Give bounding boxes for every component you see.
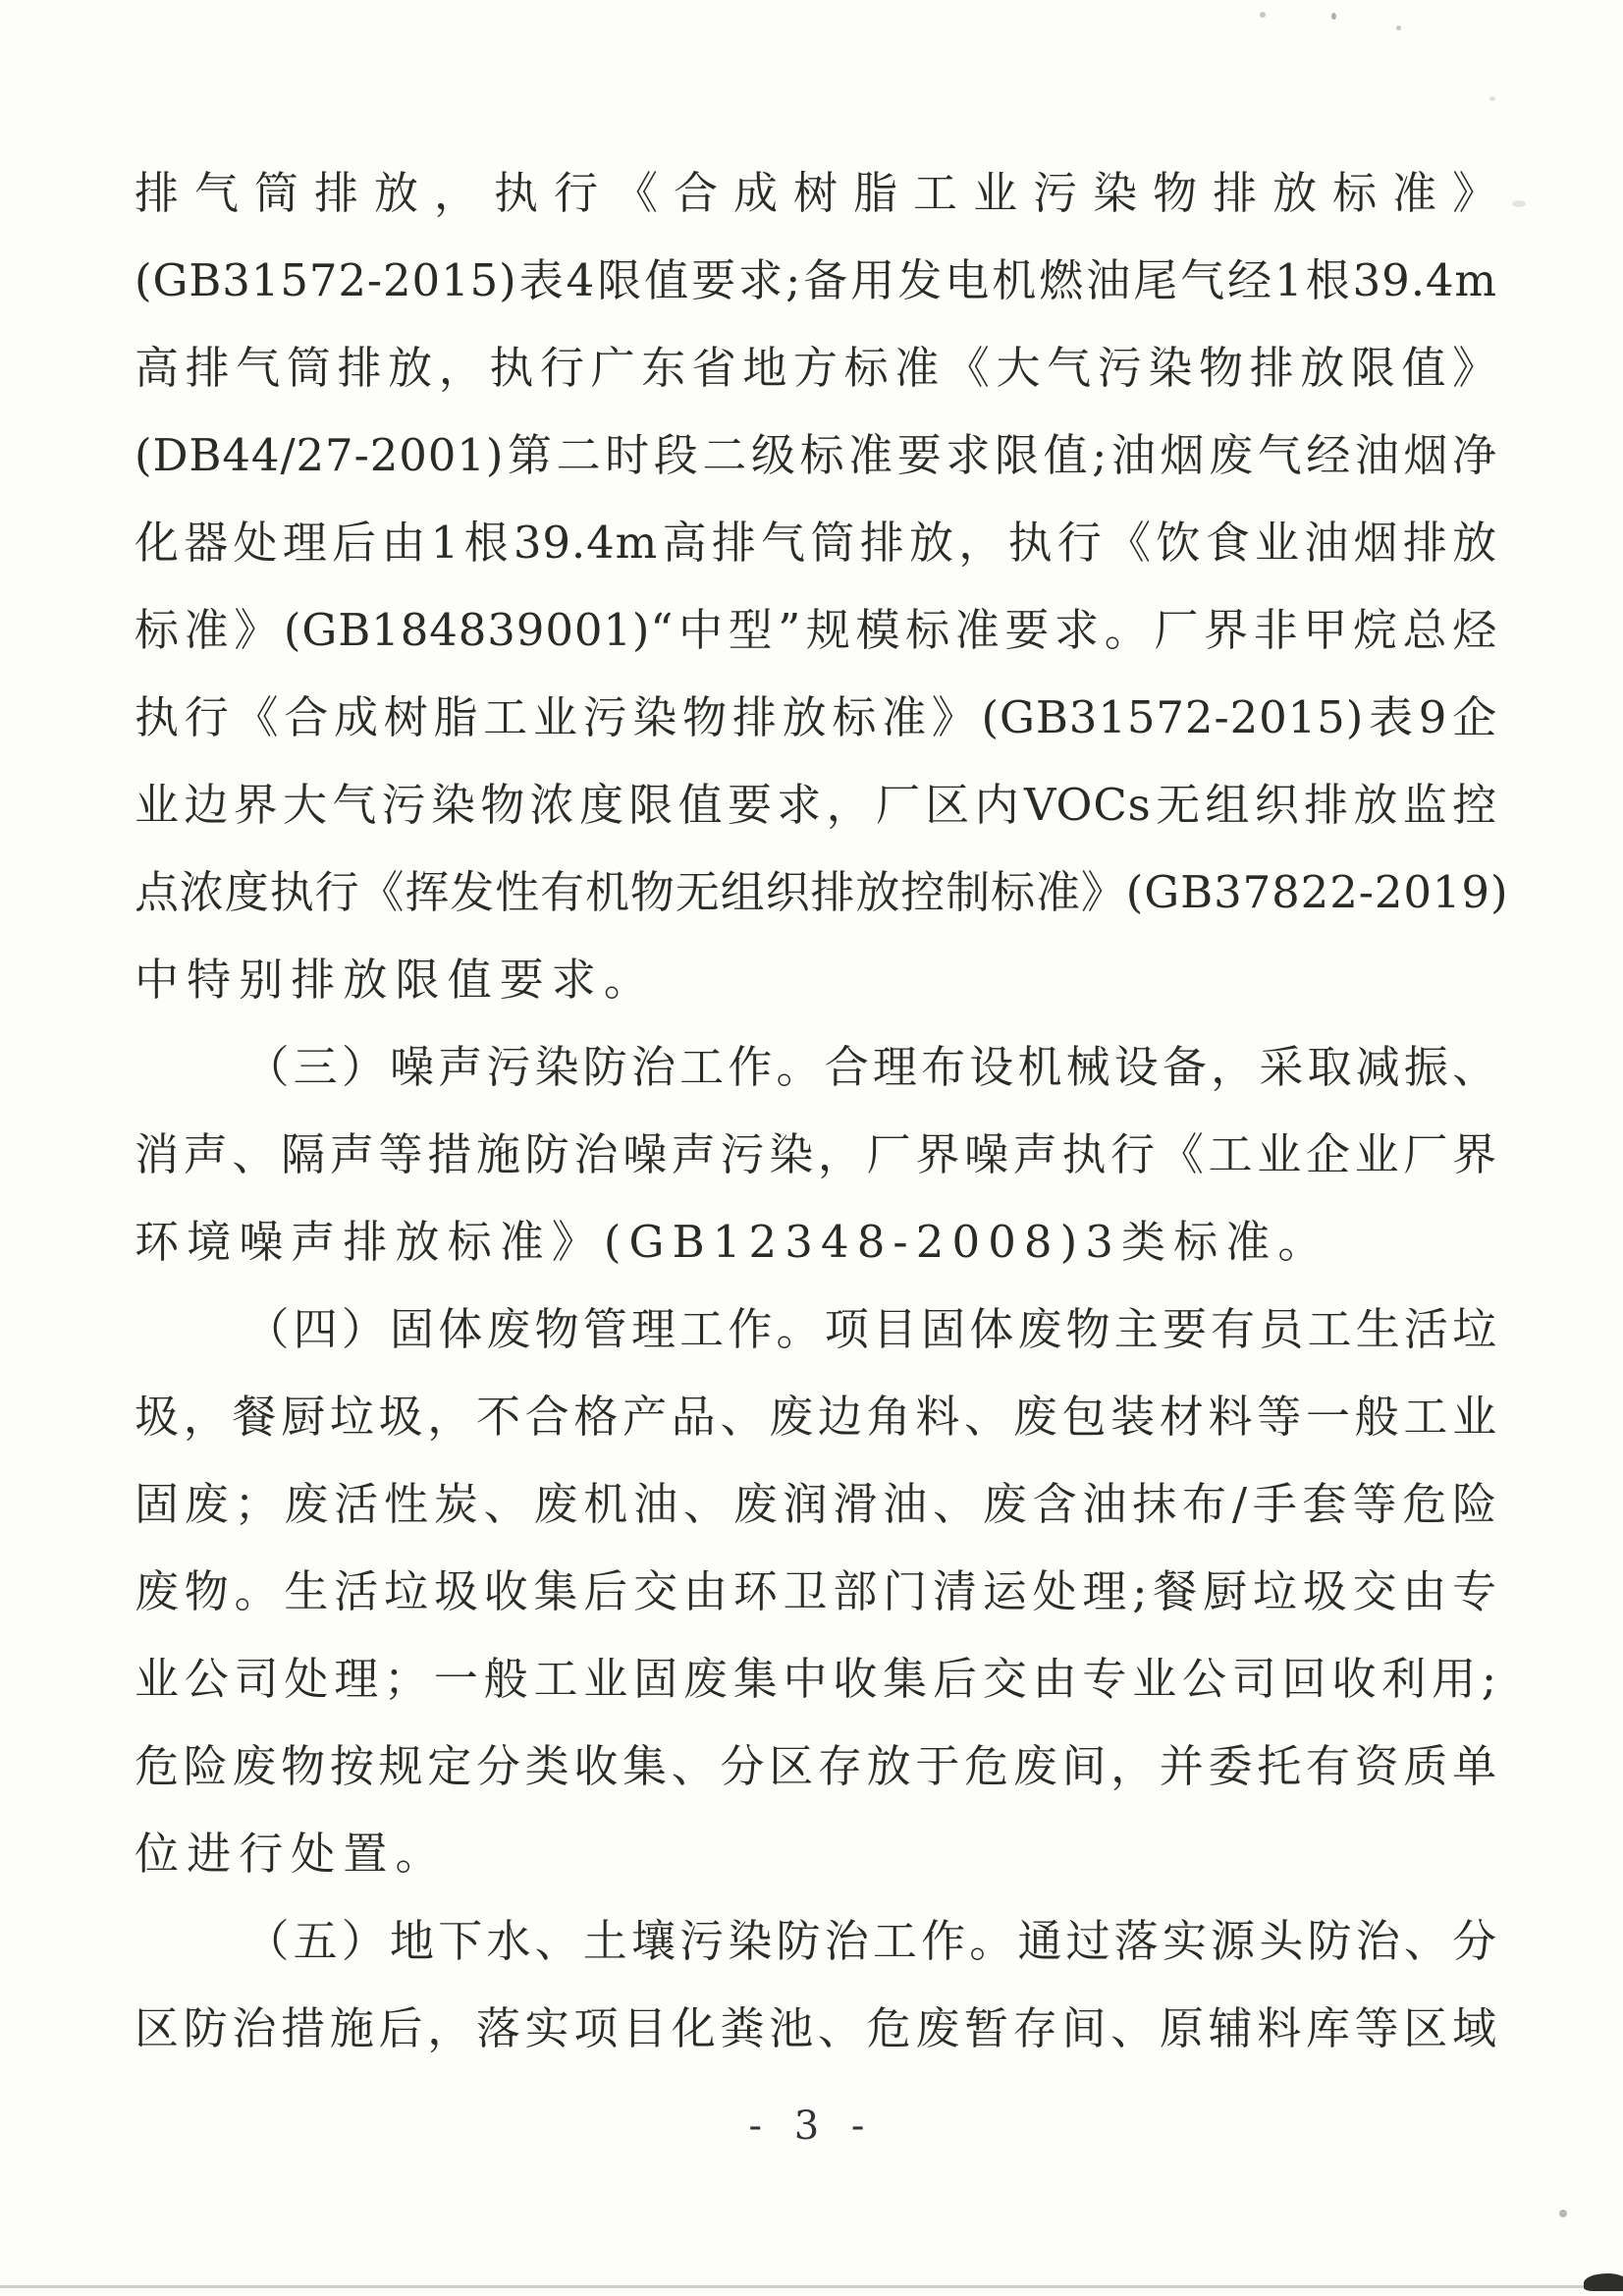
text-line: 高排气筒排放，执行广东省地方标准《大气污染物排放限值》 (135, 342, 1497, 394)
text-line: 执行《合成树脂工业污染物排放标准》(GB31572-2015)表9企 (135, 691, 1497, 743)
text-line: (DB44/27-2001)第二时段二级标准要求限值;油烟废气经油烟净 (135, 429, 1497, 481)
text-line: 圾，餐厨垃圾，不合格产品、废边角料、废包装材料等一般工业 (135, 1391, 1497, 1443)
scan-noise-speck (1260, 12, 1266, 18)
text-line: 业公司处理；一般工业固废集中收集后交由专业公司回收利用; (135, 1653, 1497, 1705)
paragraph-start-line: （四）固体废物管理工作。项目固体废物主要有员工生活垃 (244, 1303, 1497, 1355)
scan-edge-line (0, 2285, 1613, 2288)
text-line: 点浓度执行《挥发性有机物无组织排放控制标准》(GB37822-2019) (135, 866, 1509, 918)
text-line: 位进行处置。 (135, 1828, 448, 1880)
scan-noise-speck (1559, 2210, 1567, 2217)
scan-noise-speck (1331, 13, 1336, 20)
text-line: 排气筒排放，执行《合成树脂工业污染物排放标准》 (135, 167, 1497, 219)
text-line: 化器处理后由1根39.4m高排气筒排放，执行《饮食业油烟排放 (135, 517, 1497, 569)
text-line: (GB31572-2015)表4限值要求;备用发电机燃油尾气经1根39.4m (135, 254, 1497, 306)
text-line: 废物。生活垃圾收集后交由环卫部门清运处理;餐厨垃圾交由专 (135, 1565, 1497, 1617)
text-line: 中特别排放限值要求。 (135, 954, 657, 1006)
scan-noise-speck (1512, 200, 1526, 207)
text-line: 标准》(GB184839001)“中型”规模标准要求。厂界非甲烷总烃 (135, 604, 1497, 656)
text-line: 区防治措施后，落实项目化粪池、危废暂存间、原辅料库等区域 (135, 2002, 1497, 2054)
text-line: 业边界大气污染物浓度限值要求，厂区内VOCs无组织排放监控 (135, 779, 1497, 831)
document-body-text (135, 149, 1509, 2072)
scan-corner-mark (1584, 2273, 1623, 2291)
text-line: 环境噪声排放标准》(GB12348-2008)3类标准。 (135, 1216, 1330, 1268)
paragraph-start-line: （五）地下水、土壤污染防治工作。通过落实源头防治、分 (244, 1915, 1497, 1967)
text-line: 固废；废活性炭、废机油、废润滑油、废含油抹布/手套等危险 (135, 1478, 1497, 1530)
paragraph-start-line: （三）噪声污染防治工作。合理布设机械设备，采取减振、 (244, 1041, 1497, 1093)
page-number: - 3 - (748, 2104, 875, 2149)
scan-noise-speck (1396, 26, 1401, 30)
text-line: 危险废物按规定分类收集、分区存放于危废间，并委托有资质单 (135, 1740, 1497, 1792)
scan-noise-speck (1489, 96, 1495, 101)
text-line: 消声、隔声等措施防治噪声污染，厂界噪声执行《工业企业厂界 (135, 1128, 1497, 1180)
